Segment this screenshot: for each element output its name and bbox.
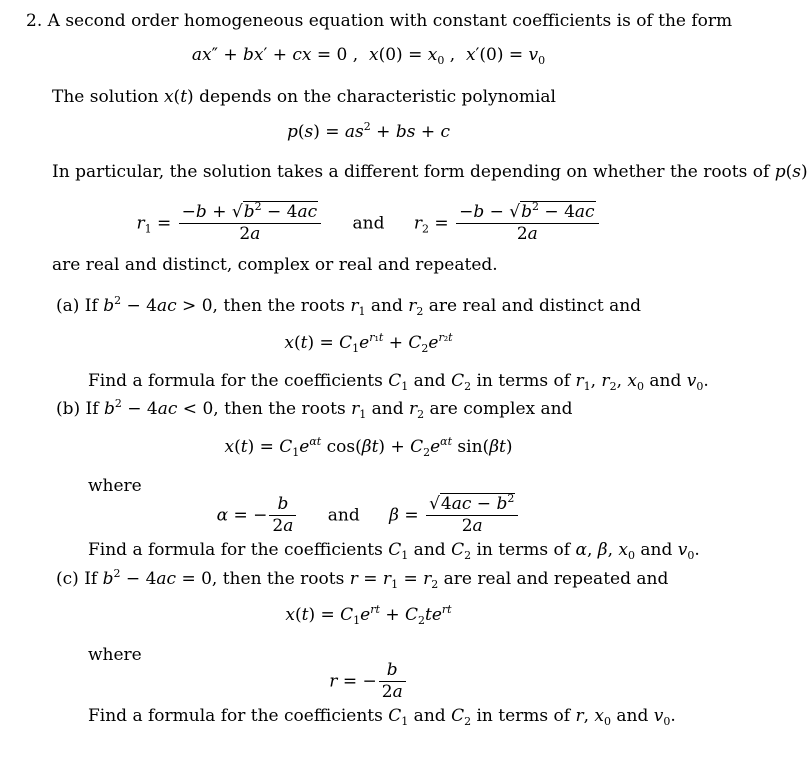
problem-number: 2. — [26, 11, 43, 31]
part-c-task: Find a formula for the coefficients $C_1$ and $C_2$ in terms of r, $x_0$ and $v_0$. — [88, 706, 676, 728]
part-c-r: r = − $\frac{b}{2a}$ — [0, 660, 737, 704]
part-c-formula: $x(t) = C_1e^{rt} + C_2te^{rt}$ — [285, 603, 452, 627]
part-b-task: Find a formula for the coefficients $C_1$ and $C_2$ in terms of α, β, $x_0$ and $v_0$. — [88, 540, 700, 562]
characteristic-polynomial: $p(s) = as^2$ + bs + c — [286, 120, 451, 142]
root-r1-fraction: $\frac{-b + √b^2 - 4ac}{2a}$ — [179, 202, 321, 246]
part-b-alpha-beta: α = − $\frac{b}{2a}$ and β = $\frac{√4ac - b^2}{2a}$ — [0, 494, 737, 538]
ode-equation: ax″ + bx′ + cx = 0 , $x(0) = x_0$ , $x'(0) = v_0$ — [191, 45, 546, 67]
and-word: and — [352, 213, 385, 234]
after-roots-text: are real and distinct, complex or real and repeated. — [52, 255, 498, 275]
part-a-task: Find a formula for the coefficients $C_1$ and $C_2$ in terms of $r_1$, $r_2$, $x_0$ and $v_0$. — [88, 371, 709, 393]
solution-text: The solution x(t) depends on the characteristic polynomial — [52, 87, 556, 107]
part-b-formula: $x(t) = C_1e^{\alpha t}$ $\cos(\beta t) + C_2e^{\alpha t}$ sin(βt) — [224, 435, 513, 459]
part-c-where: where — [88, 645, 142, 665]
intro-text: A second order homogeneous equation with constant coefficients is of the form — [47, 11, 733, 31]
part-b-condition: (b) If $b^2 - 4ac < 0$, then the roots $r_1$ and $r_2$ are complex and — [56, 397, 573, 421]
part-a-condition: (a) If $b^2 - 4ac > 0$, then the roots $r_1$ and $r_2$ are real and distinct and — [56, 294, 642, 318]
roots-formula: $r_1$ = $\frac{-b + √b^2 - 4ac}{2a}$ and $r_2$ = $\frac{-b - √b^2 - 4ac}{2a}$ — [0, 202, 737, 246]
part-c-condition: (c) If $b^2 - 4ac = 0$, then the roots $r = r_1 = r_2$ are real and repeated and — [56, 567, 669, 591]
roots-text: In particular, the solution takes a different form depending on whether the roots of p(s) — [52, 162, 808, 182]
part-a-formula: $x(t) = C_1e^{r_1t} + C_2e^{r_2t}$ — [284, 331, 453, 355]
problem-intro — [26, 13, 732, 30]
part-b-where: where — [88, 476, 142, 496]
root-r2-fraction: $\frac{-b - √b^2 - 4ac}{2a}$ — [456, 202, 598, 246]
